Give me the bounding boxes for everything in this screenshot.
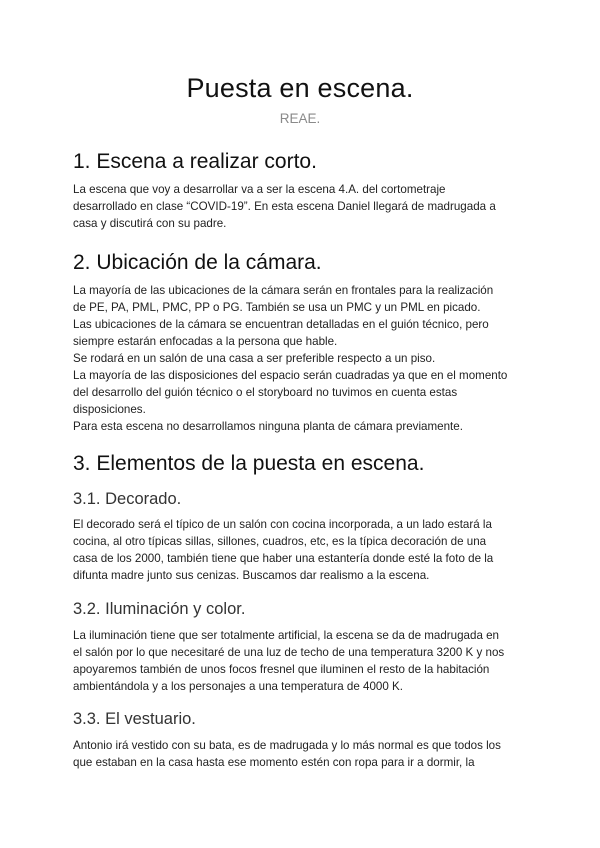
text-line: Se rodará en un salón de una casa a ser preferible respecto a un piso. xyxy=(73,352,436,365)
subsection-heading: 3.1. Decorado. xyxy=(73,490,182,508)
text-line: La iluminación tiene que ser totalmente artificial, la escena se da de madrugada en xyxy=(73,629,500,642)
text-line: el salón por lo que necesitaré de una luz de techo de una temperatura 3200 K y nos xyxy=(73,646,505,659)
text-line: El decorado será el típico de un salón con cocina incorporada, a un lado estará la xyxy=(73,518,492,531)
text-line: La mayoría de las disposiciones del espacio serán cuadradas ya que en el momento xyxy=(73,369,508,382)
section-paragraph xyxy=(73,627,528,695)
section-paragraph xyxy=(73,181,528,232)
subsection-heading: 3.2. Iluminación y color. xyxy=(73,600,246,618)
subsection-heading: 3.3. El vestuario. xyxy=(73,710,196,728)
section-paragraph xyxy=(73,737,528,771)
document-subtitle: REAE. xyxy=(279,111,321,126)
text-line: desarrollado en clase “COVID-19”. En esta escena Daniel llegará de madrugada a xyxy=(73,200,496,213)
section-heading: 1. Escena a realizar corto. xyxy=(73,150,317,173)
text-line: casa de los 2000, también tiene que haber una estantería donde esté la foto de la xyxy=(73,552,494,565)
text-line: Antonio irá vestido con su bata, es de madrugada y lo más normal es que todos los xyxy=(73,739,501,752)
document-title: Puesta en escena. xyxy=(186,73,414,103)
text-line: Para esta escena no desarrollamos ninguna planta de cámara previamente. xyxy=(73,420,463,433)
text-line: Las ubicaciones de la cámara se encuentran detalladas en el guión técnico, pero xyxy=(73,318,489,331)
text-line: disposiciones. xyxy=(73,403,146,416)
text-line: del desarrollo del guión técnico o el storyboard no tuvimos en cuenta estas xyxy=(73,386,458,399)
text-line: casa y discutirá con su padre. xyxy=(73,217,227,230)
text-line: La escena que voy a desarrollar va a ser la escena 4.A. del cortometraje xyxy=(73,183,446,196)
text-line: cocina, al otro típicas sillas, sillones, cuadros, etc, es la típica decoración de una xyxy=(73,535,487,548)
text-line: apoyaremos también de unos focos fresnel que iluminen el resto de la habitación xyxy=(73,663,490,676)
text-line: La mayoría de las ubicaciones de la cámara serán en frontales para la realización xyxy=(73,284,494,297)
section-paragraph xyxy=(73,282,528,435)
text-line: siempre estarán enfocadas a la persona que hable. xyxy=(73,335,338,348)
section-heading: 2. Ubicación de la cámara. xyxy=(73,251,322,274)
text-line: que estaban en la casa hasta ese momento estén con ropa para ir a dormir, la xyxy=(73,756,475,769)
section-heading: 3. Elementos de la puesta en escena. xyxy=(73,452,425,475)
text-line: de PE, PA, PML, PMC, PP o PG. También se usa un PMC y un PML en picado. xyxy=(73,301,481,314)
text-line: ambientándola y a los personajes a una temperatura de 4000 K. xyxy=(73,680,403,693)
section-paragraph xyxy=(73,516,528,584)
text-line: difunta madre junto sus cenizas. Buscamos dar realismo a la escena. xyxy=(73,569,430,582)
